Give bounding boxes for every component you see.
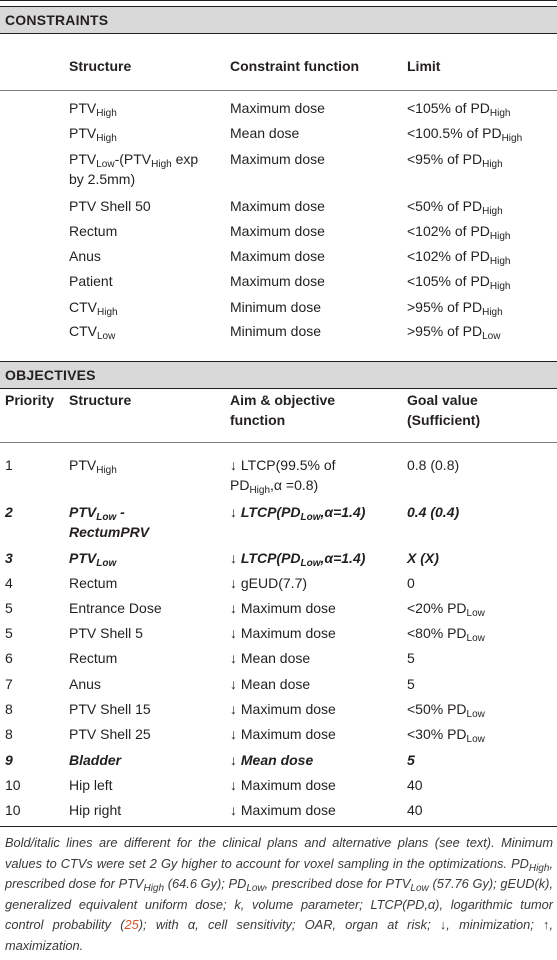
constraint-limit: >95% of $PD_{Low}$	[407, 323, 501, 342]
table-footnote: Bold/italic lines are different for the clinical plans and alternative plans (see text). Minimum values to CTVs were set 2 Gy higher to account for voxel sampling in the optimizations. $PD_{High}$, prescribed dose for $PTV_{High}$ (64.6 Gy); $PD_{Low}$, prescribed dose for $PTV_{Low}$ (57.76 Gy); gEUD(k), generalized equivalent uniform dose; k, volume parameter; LTCP(PD,α), logarithmic tumor control probability (25); with α, cell sensitivity; OAR, organ at risk; ↓, minimization; ↑, maximization.	[5, 835, 553, 953]
objective-structure: Hip right	[69, 802, 122, 818]
objective-priority: 5	[5, 625, 13, 641]
objective-goal: 40	[407, 777, 423, 793]
objectives-col-aim-line2: function	[230, 412, 286, 428]
objective-priority: 5	[5, 600, 13, 616]
objective-goal: 5	[407, 650, 415, 666]
constraint-limit: <105% of $PD_{High}$	[407, 100, 511, 119]
objective-structure: Rectum	[69, 650, 118, 666]
constraint-structure: Anus	[69, 248, 101, 264]
objective-priority: 1	[5, 457, 13, 473]
objective-priority: 7	[5, 676, 13, 692]
objective-priority: 8	[5, 726, 13, 742]
objective-structure: Hip left	[69, 777, 113, 793]
objective-structure: PTV Shell 5	[69, 625, 143, 641]
constraints-col-function: Constraint function	[230, 58, 360, 74]
constraint-function: Maximum dose	[230, 248, 325, 264]
constraint-structure: $CTV_{Low}$	[69, 323, 116, 342]
constraint-limit: <105% of $PD_{High}$	[407, 273, 511, 292]
objective-priority: 3	[5, 550, 13, 566]
top-rule	[0, 0, 557, 1]
objective-aim: ↓ Maximum dose	[230, 802, 336, 818]
objective-aim: ↓ $LTCP(PD_{Low},\alpha=1.4)$	[230, 550, 366, 569]
objective-aim: ↓ LTCP(99.5% of	[230, 457, 336, 473]
constraint-limit: <50% of $PD_{High}$	[407, 198, 503, 217]
objective-goal: 5	[407, 752, 415, 768]
constraint-function: Maximum dose	[230, 100, 325, 116]
objective-goal: 0	[407, 575, 415, 591]
objective-structure: Entrance Dose	[69, 600, 162, 616]
constraint-function: Minimum dose	[230, 299, 322, 315]
objective-priority: 10	[5, 777, 21, 793]
objectives-section-header	[0, 361, 557, 389]
objective-structure: Anus	[69, 676, 101, 692]
constraint-structure: Rectum	[69, 223, 118, 239]
objectives-title: OBJECTIVES	[5, 367, 96, 383]
objective-priority: 10	[5, 802, 21, 818]
objectives-header-rule	[0, 442, 557, 443]
constraint-structure: Patient	[69, 273, 113, 289]
objective-aim: ↓ Mean dose	[230, 752, 314, 768]
objective-goal: 40	[407, 802, 423, 818]
constraint-function: Minimum dose	[230, 323, 322, 339]
objective-goal: 0.8 (0.8)	[407, 457, 460, 473]
objective-aim: ↓ $LTCP(PD_{Low},\alpha=1.4)$	[230, 504, 366, 523]
constraint-structure: $CTV_{High}$	[69, 299, 118, 318]
constraint-structure: PTV Shell 50	[69, 198, 151, 214]
objective-aim: ↓ Mean dose	[230, 650, 311, 666]
reference-link[interactable]: 25	[124, 917, 139, 932]
constraint-limit: <102% of $PD_{High}$	[407, 248, 511, 267]
constraint-function: Maximum dose	[230, 223, 325, 239]
objective-goal: <30% $PD_{Low}$	[407, 726, 485, 745]
constraint-function: Maximum dose	[230, 273, 325, 289]
objective-structure: Rectum	[69, 575, 118, 591]
bottom-rule	[0, 826, 557, 827]
constraints-col-structure: Structure	[69, 58, 132, 74]
objective-priority: 6	[5, 650, 13, 666]
constraints-section-header	[0, 6, 557, 34]
objective-priority: 4	[5, 575, 13, 591]
constraints-col-limit: Limit	[407, 58, 441, 74]
objective-aim: ↓ Maximum dose	[230, 726, 336, 742]
objective-aim: ↓ Mean dose	[230, 676, 311, 692]
objective-aim: ↓ Maximum dose	[230, 777, 336, 793]
objective-aim: ↓ Maximum dose	[230, 701, 336, 717]
objective-goal: X (X)	[407, 550, 439, 566]
constraints-header-rule	[0, 90, 557, 91]
constraint-structure-cont: by 2.5mm)	[69, 171, 136, 187]
objective-priority: 8	[5, 701, 13, 717]
constraint-limit: <100.5% of $PD_{High}$	[407, 125, 523, 144]
constraints-title: CONSTRAINTS	[5, 12, 109, 28]
constraint-structure: $PTV_{Low}-(PTV_{High}$ exp	[69, 151, 199, 170]
objective-structure: Bladder	[69, 752, 122, 768]
objective-priority: 9	[5, 752, 13, 768]
constraint-limit: >95% of $PD_{High}$	[407, 299, 503, 318]
objective-goal: 0.4 (0.4)	[407, 504, 460, 520]
constraint-structure: $PTV_{High}$	[69, 100, 117, 119]
objectives-col-priority: Priority	[5, 392, 55, 408]
objectives-col-goal-line2: (Sufficient)	[407, 412, 481, 428]
objectives-col-goal-line1: Goal value	[407, 392, 478, 408]
constraint-limit: <102% of $PD_{High}$	[407, 223, 511, 242]
constraint-structure: $PTV_{High}$	[69, 125, 117, 144]
objective-aim: ↓ gEUD(7.7)	[230, 575, 308, 591]
objective-structure-cont: RectumPRV	[69, 524, 150, 540]
objective-goal: <80% $PD_{Low}$	[407, 625, 485, 644]
objective-goal: 5	[407, 676, 415, 692]
objective-priority: 2	[5, 504, 13, 520]
objective-structure: PTV Shell 15	[69, 701, 151, 717]
objective-goal: <20% $PD_{Low}$	[407, 600, 485, 619]
objective-aim: ↓ Maximum dose	[230, 600, 336, 616]
objective-structure: PTV Shell 25	[69, 726, 151, 742]
objectives-col-structure: Structure	[69, 392, 132, 408]
objective-structure: $PTV_{Low}$ -	[69, 504, 125, 523]
objective-aim: ↓ Maximum dose	[230, 625, 336, 641]
constraint-function: Mean dose	[230, 125, 300, 141]
objective-goal: <50% $PD_{Low}$	[407, 701, 485, 720]
objective-aim-cont: $PD_{High},\alpha =0.8$)	[230, 477, 319, 496]
constraint-function: Maximum dose	[230, 198, 325, 214]
objective-structure: $PTV_{High}$	[69, 457, 117, 476]
constraint-function: Maximum dose	[230, 151, 325, 167]
objectives-col-aim-line1: Aim & objective	[230, 392, 336, 408]
constraint-limit: <95% of $PD_{High}$	[407, 151, 503, 170]
objective-structure: $PTV_{Low}$	[69, 550, 117, 569]
